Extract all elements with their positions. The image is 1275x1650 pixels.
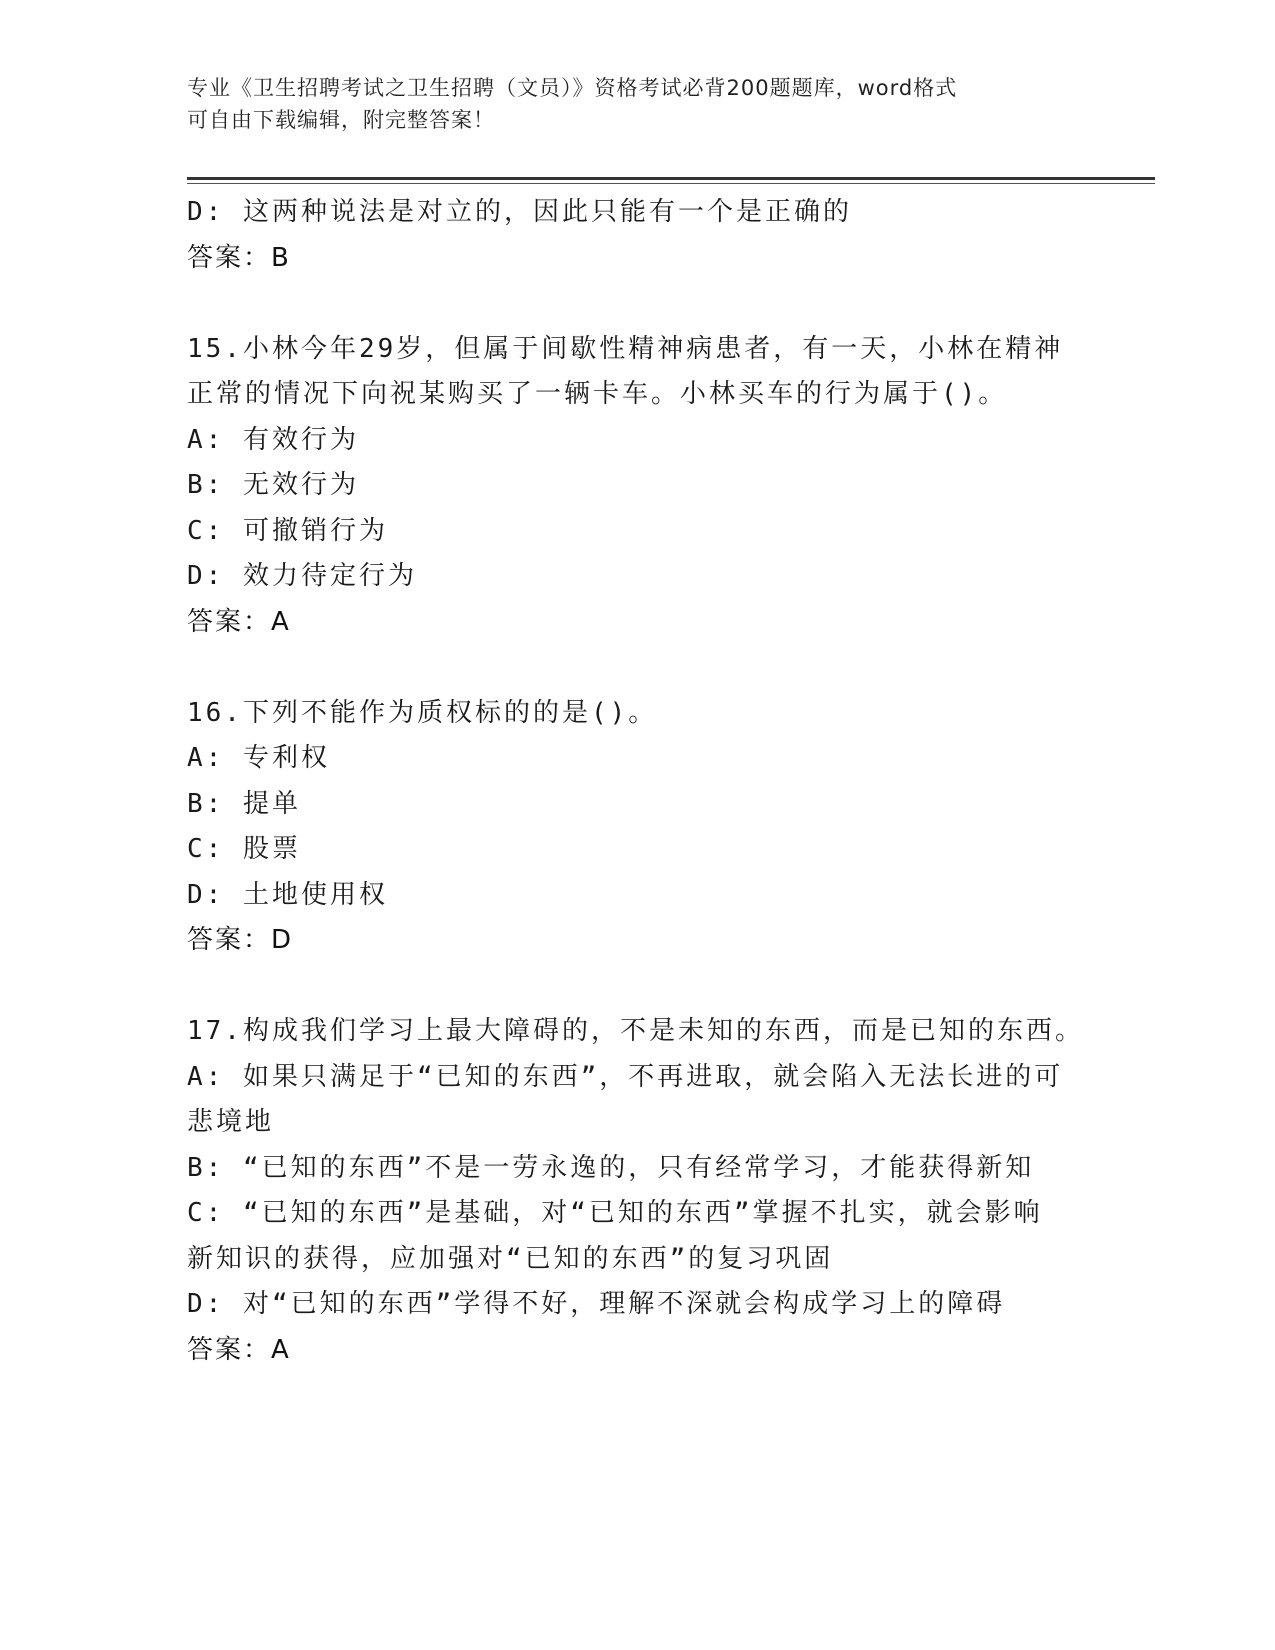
header-title-line1: 专业《卫生招聘考试之卫生招聘（文员）》资格考试必背200题题库，word格式 <box>187 76 958 100</box>
option-d: D: 这两种说法是对立的，因此只能有一个是正确的 <box>187 197 852 227</box>
option-d: D: 效力待定行为 <box>187 561 417 591</box>
question-17 <box>187 1009 1087 1373</box>
header-divider-thick <box>187 177 1155 180</box>
option-d: D: 对“已知的东西”学得不好，理解不深就会构成学习上的障碍 <box>187 1289 1006 1319</box>
header-divider-thin <box>187 183 1155 184</box>
option-a: A: 专利权 <box>187 743 330 773</box>
option-b: B: “已知的东西”不是一劳永逸的，只有经常学习，才能获得新知 <box>187 1152 1035 1183</box>
question-stem: 15.小林今年29岁，但属于间歇性精神病患者，有一天，小林在精神 <box>187 333 1064 364</box>
option-d: D: 土地使用权 <box>187 879 388 910</box>
spacer <box>187 645 1087 691</box>
question-stem-continued: 正常的情况下向祝某购买了一辆卡车。小林买车的行为属于()。 <box>187 379 1008 409</box>
header-title-line2: 可自由下载编辑，附完整答案！ <box>187 108 495 132</box>
question-stem: 16.下列不能作为质权标的的是()。 <box>187 697 658 728</box>
question-14-tail <box>187 190 1087 281</box>
option-c: C: 可撤销行为 <box>187 515 388 546</box>
option-c: C: 股票 <box>187 834 301 864</box>
option-a-continued: 悲境地 <box>187 1107 275 1137</box>
option-c-continued: 新知识的获得，应加强对“已知的东西”的复习巩固 <box>187 1243 834 1274</box>
option-a: A: 有效行为 <box>187 424 359 455</box>
option-b: B: 无效行为 <box>187 470 359 500</box>
question-list <box>187 190 1087 1373</box>
answer-line: 答案：B <box>187 242 291 273</box>
option-c: C: “已知的东西”是基础，对“已知的东西”掌握不扎实，就会影响 <box>187 1198 1043 1228</box>
question-16 <box>187 691 1087 964</box>
answer-line: 答案：D <box>187 925 294 955</box>
answer-line: 答案：A <box>187 1334 291 1365</box>
spacer <box>187 281 1087 327</box>
document-header <box>187 72 1067 136</box>
question-stem: 17.构成我们学习上最大障碍的，不是未知的东西，而是已知的东西。 <box>187 1016 1084 1046</box>
answer-line: 答案：A <box>187 606 291 637</box>
option-b: B: 提单 <box>187 788 301 819</box>
option-a: A: 如果只满足于“已知的东西”，不再进取，就会陷入无法长进的可 <box>187 1061 1064 1092</box>
question-15 <box>187 327 1087 646</box>
spacer <box>187 964 1087 1010</box>
